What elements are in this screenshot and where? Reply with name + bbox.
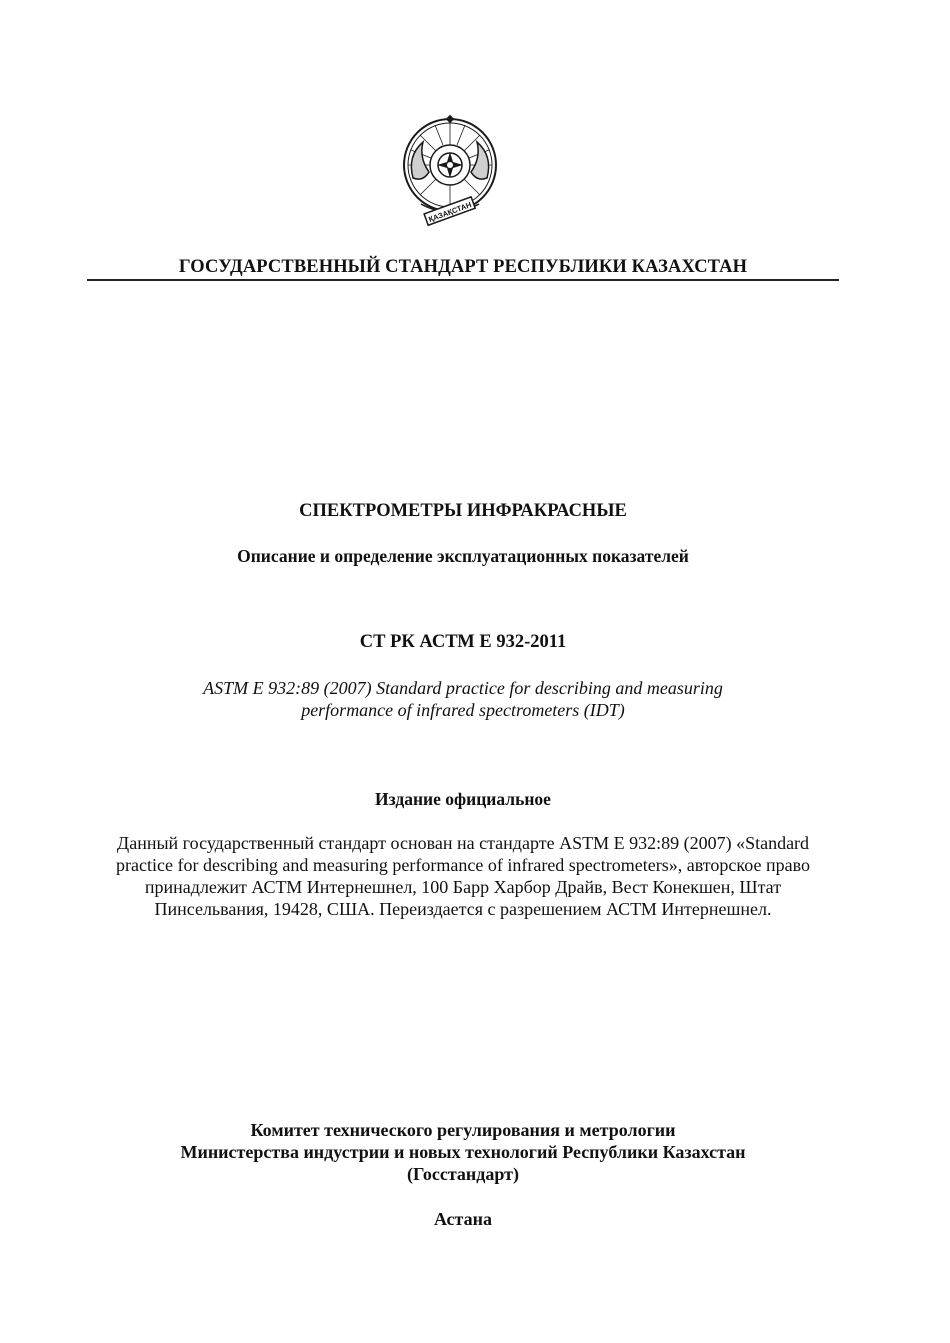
emblem-ribbon-text: ҚАЗАҚСТАН: [427, 200, 473, 224]
state-emblem: [401, 112, 499, 228]
publisher-block: [0, 1119, 926, 1185]
basis-paragraph: [0, 832, 926, 920]
basis-line: Пинсельвания, 19428, США. Переиздается с разрешением АСТМ Интернешнел.: [154, 899, 772, 919]
standard-designation: СТ РК АСТМ Е 932-2011: [359, 632, 567, 652]
document-subtitle: Описание и определение эксплуатационных показателей: [237, 546, 689, 566]
kazakhstan-state-emblem-icon: [401, 112, 499, 228]
edition-label: Издание официальное: [375, 789, 551, 809]
english-title-block: [0, 677, 926, 721]
publisher-line: Министерства индустрии и новых технологий Республики Казахстан: [180, 1142, 746, 1162]
standard-header-title: ГОСУДАРСТВЕННЫЙ СТАНДАРТ РЕСПУБЛИКИ КАЗАХСТАН: [178, 257, 748, 277]
publisher-line: (Госстандарт): [407, 1164, 519, 1184]
publisher-line: Комитет технического регулирования и метрологии: [250, 1120, 676, 1140]
publication-city: Астана: [434, 1209, 492, 1229]
english-title-line: ASTM E 932:89 (2007) Standard practice for describing and measuring: [203, 678, 723, 698]
basis-line: принадлежит АСТМ Интернешнел, 100 Барр Харбор Драйв, Вест Конекшен, Штат: [144, 877, 782, 897]
english-title-line: performance of infrared spectrometers (IDT): [301, 700, 625, 720]
header-divider: [87, 279, 839, 281]
basis-line: Данный государственный стандарт основан на стандарте ASTM E 932:89 (2007) «Standard: [116, 833, 810, 853]
document-title: СПЕКТРОМЕТРЫ ИНФРАКРАСНЫЕ: [299, 501, 627, 521]
basis-line: practice for describing and measuring performance of infrared spectrometers», авторское право: [116, 855, 810, 875]
